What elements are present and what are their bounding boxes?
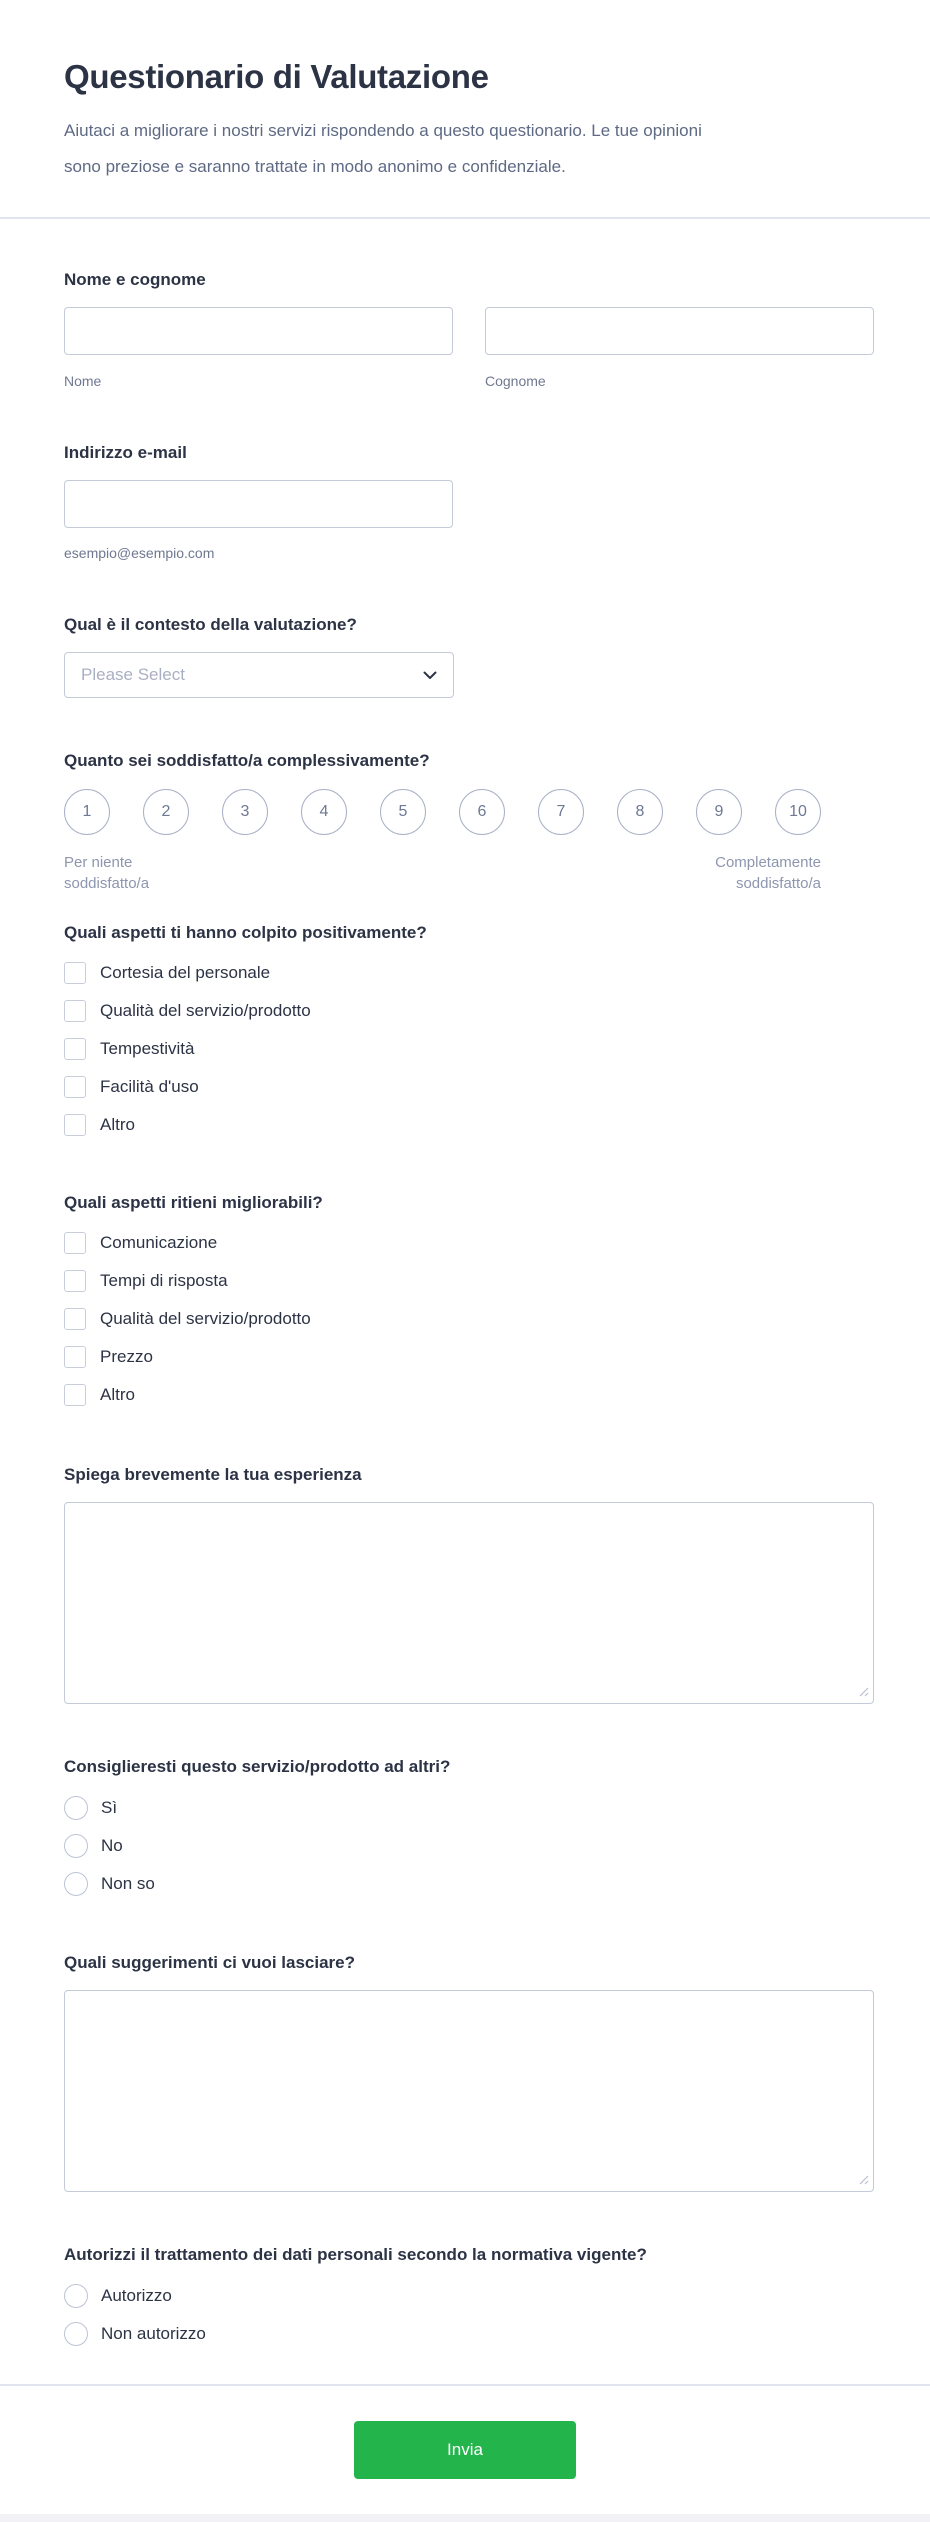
email-label: Indirizzo e-mail	[64, 443, 187, 462]
recommend-option-3[interactable]	[64, 1872, 874, 1896]
form-description: Aiutaci a migliorare i nostri servizi rispondendo a questo questionario. Le tue opinioni sono preziose e saranno trattate in modo anonimo e confidenziale.	[64, 121, 702, 176]
improvables-option-1[interactable]	[64, 1232, 874, 1254]
improvables-option-5[interactable]	[64, 1384, 874, 1406]
checkbox[interactable]	[64, 962, 86, 984]
form-header	[0, 0, 930, 219]
positives-options	[64, 962, 874, 1136]
radio-button[interactable]	[64, 2322, 88, 2346]
consent-options	[64, 2284, 874, 2346]
improvables-option-1-label[interactable]: Comunicazione	[100, 1233, 218, 1252]
scale-option-10[interactable]: 10	[775, 789, 821, 835]
email-input[interactable]	[64, 480, 453, 528]
first-name-sublabel: Nome	[64, 373, 102, 389]
scale-option-5[interactable]: 5	[380, 789, 426, 835]
checkbox[interactable]	[64, 1270, 86, 1292]
improvables-option-3-label[interactable]: Qualità del servizio/prodotto	[100, 1309, 311, 1328]
page-background-strip	[0, 2514, 930, 2522]
field-suggestions	[64, 1950, 874, 2192]
satisfaction-scale	[64, 789, 821, 835]
last-name-input[interactable]	[485, 307, 874, 355]
fullname-label: Nome e cognome	[64, 270, 206, 289]
field-email	[64, 440, 874, 562]
recommend-option-3-label[interactable]: Non so	[101, 1874, 155, 1893]
email-sublabel: esempio@esempio.com	[64, 545, 215, 561]
positives-option-3-label[interactable]: Tempestività	[100, 1039, 195, 1058]
consent-option-2-label[interactable]: Non autorizzo	[101, 2324, 206, 2343]
positives-option-4[interactable]	[64, 1076, 874, 1098]
experience-textarea[interactable]	[64, 1502, 874, 1704]
form-title: Questionario di Valutazione	[64, 58, 489, 95]
improvables-option-4-label[interactable]: Prezzo	[100, 1347, 153, 1366]
scale-option-4[interactable]: 4	[301, 789, 347, 835]
recommend-label: Consiglieresti questo servizio/prodotto ad altri?	[64, 1757, 451, 1776]
radio-button[interactable]	[64, 1872, 88, 1896]
consent-option-1-label[interactable]: Autorizzo	[101, 2286, 172, 2305]
recommend-option-1-label[interactable]: Sì	[101, 1798, 118, 1817]
positives-option-5-label[interactable]: Altro	[100, 1115, 135, 1134]
improvables-option-5-label[interactable]: Altro	[100, 1385, 135, 1404]
positives-option-4-label[interactable]: Facilità d'uso	[100, 1077, 199, 1096]
context-label: Qual è il contesto della valutazione?	[64, 615, 357, 634]
recommend-option-1[interactable]	[64, 1796, 874, 1820]
recommend-option-2[interactable]	[64, 1834, 874, 1858]
field-improvables	[64, 1190, 874, 1406]
chevron-down-icon	[423, 671, 437, 680]
field-consent	[64, 2242, 874, 2346]
experience-label: Spiega brevemente la tua esperienza	[64, 1465, 362, 1484]
radio-button[interactable]	[64, 2284, 88, 2308]
checkbox[interactable]	[64, 1076, 86, 1098]
checkbox[interactable]	[64, 1384, 86, 1406]
positives-option-2[interactable]	[64, 1000, 874, 1022]
positives-option-1-label[interactable]: Cortesia del personale	[100, 963, 271, 982]
context-select[interactable]	[64, 652, 454, 698]
resize-handle-icon[interactable]	[859, 1687, 869, 1697]
improvables-option-2[interactable]	[64, 1270, 874, 1292]
field-experience	[64, 1462, 874, 1704]
scale-option-9[interactable]: 9	[696, 789, 742, 835]
last-name-sublabel: Cognome	[485, 373, 546, 389]
field-context	[64, 612, 874, 698]
field-satisfaction	[64, 748, 874, 894]
scale-max-label: Completamente soddisfatto/a	[715, 854, 821, 892]
scale-option-3[interactable]: 3	[222, 789, 268, 835]
checkbox[interactable]	[64, 1308, 86, 1330]
first-name-input[interactable]	[64, 307, 453, 355]
improvables-option-2-label[interactable]: Tempi di risposta	[100, 1271, 228, 1290]
radio-button[interactable]	[64, 1834, 88, 1858]
consent-label: Autorizzi il trattamento dei dati personali secondo la normativa vigente?	[64, 2245, 647, 2264]
scale-option-2[interactable]: 2	[143, 789, 189, 835]
field-recommend	[64, 1754, 874, 1896]
resize-handle-icon[interactable]	[859, 2175, 869, 2185]
submit-button[interactable]: Invia	[354, 2421, 576, 2479]
recommend-option-2-label[interactable]: No	[101, 1836, 123, 1855]
scale-option-1[interactable]: 1	[64, 789, 110, 835]
satisfaction-scale-labels	[64, 852, 821, 894]
improvables-label: Quali aspetti ritieni migliorabili?	[64, 1193, 323, 1212]
improvables-options	[64, 1232, 874, 1406]
field-positives	[64, 920, 874, 1136]
positives-option-3[interactable]	[64, 1038, 874, 1060]
form-body	[0, 219, 930, 2346]
checkbox[interactable]	[64, 1038, 86, 1060]
checkbox[interactable]	[64, 1346, 86, 1368]
improvables-option-4[interactable]	[64, 1346, 874, 1368]
context-select-value: Please Select	[81, 665, 185, 684]
positives-option-1[interactable]	[64, 962, 874, 984]
consent-option-2[interactable]	[64, 2322, 874, 2346]
positives-option-2-label[interactable]: Qualità del servizio/prodotto	[100, 1001, 311, 1020]
satisfaction-label: Quanto sei soddisfatto/a complessivamente?	[64, 751, 430, 770]
checkbox[interactable]	[64, 1232, 86, 1254]
scale-option-6[interactable]: 6	[459, 789, 505, 835]
checkbox[interactable]	[64, 1114, 86, 1136]
positives-option-5[interactable]	[64, 1114, 874, 1136]
scale-option-8[interactable]: 8	[617, 789, 663, 835]
field-fullname	[64, 267, 874, 390]
suggestions-textarea[interactable]	[64, 1990, 874, 2192]
radio-button[interactable]	[64, 1796, 88, 1820]
improvables-option-3[interactable]	[64, 1308, 874, 1330]
positives-label: Quali aspetti ti hanno colpito positivamente?	[64, 923, 427, 942]
consent-option-1[interactable]	[64, 2284, 874, 2308]
submit-area	[0, 2386, 930, 2479]
scale-min-label: Per niente soddisfatto/a	[64, 854, 150, 892]
recommend-options	[64, 1796, 874, 1896]
checkbox[interactable]	[64, 1000, 86, 1022]
page-bottom-whitespace	[0, 2479, 930, 2514]
suggestions-label: Quali suggerimenti ci vuoi lasciare?	[64, 1953, 355, 1972]
scale-option-7[interactable]: 7	[538, 789, 584, 835]
